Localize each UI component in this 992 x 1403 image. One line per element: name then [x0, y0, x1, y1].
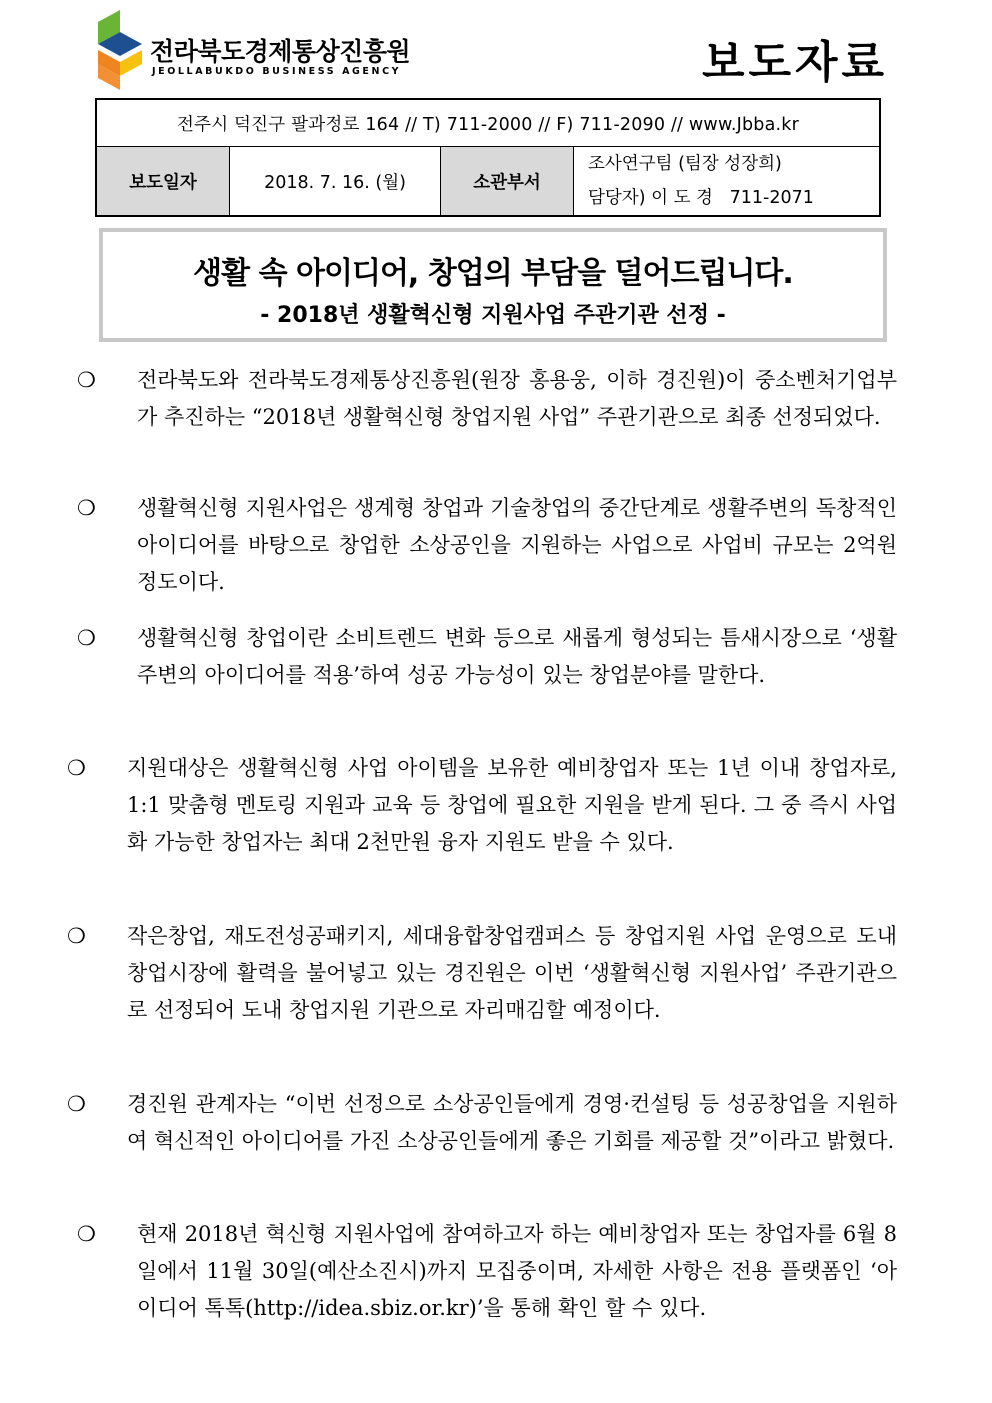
paragraph-text: 경진원 관계자는 “이번 선정으로 소상공인들에게 경영·컨설팅 등 성공창업을 지원하여 혁신적인 아이디어를 가진 소상공인들에게 좋은 기회를 제공할 것”이라고 밝혔다. [127, 1092, 897, 1153]
paragraph-4 [67, 750, 897, 861]
bullet-icon: ❍ [77, 496, 96, 520]
paragraph-text: 지원대상은 생활혁신형 사업 아이템을 보유한 예비창업자 또는 1년 이내 창업자로, 1:1 맞춤형 멘토링 지원과 교육 등 창업에 필요한 지원을 받게 된다. 그 중 즉시 사업화 가능한 창업자는 최대 2천만원 융자 지원도 받을 수 있다. [127, 756, 897, 854]
headline-box [99, 228, 887, 342]
paragraph-5 [67, 918, 897, 1029]
org-name-en: JEOLLABUKDO BUSINESS AGENCY [152, 66, 402, 77]
bullet-icon: ❍ [67, 1092, 86, 1116]
department-contact: 담당자) 이 도 경 711-2071 [588, 188, 814, 208]
paragraph-2 [77, 490, 897, 601]
bullet-icon: ❍ [77, 626, 96, 650]
press-info-table [95, 98, 881, 217]
bullet-icon: ❍ [77, 1222, 96, 1246]
paragraph-3 [77, 620, 897, 694]
paragraph-text: 생활혁신형 지원사업은 생계형 창업과 기술창업의 중간단계로 생활주변의 독창적인 아이디어를 바탕으로 창업한 소상공인을 지원하는 사업으로 사업비 규모는 2억원 정도이다. [137, 496, 897, 594]
paragraph-text: 생활혁신형 창업이란 소비트렌드 변화 등으로 새롭게 형성되는 틈새시장으로 ‘생활주변의 아이디어를 적용’하여 성공 가능성이 있는 창업분야를 말한다. [137, 626, 897, 687]
org-logo [96, 10, 411, 90]
org-name-ko: 전라북도경제통상진흥원 [150, 37, 411, 66]
release-date-value: 2018. 7. 16. (월) [230, 147, 441, 217]
document-type-title: 보도자료 [701, 37, 888, 88]
paragraph-7 [77, 1216, 897, 1327]
bullet-icon: ❍ [67, 924, 86, 948]
department-team: 조사연구팀 (팀장 성장희) [588, 154, 782, 174]
headline-subtitle: - 2018년 생활혁신형 지원사업 주관기관 선정 - [260, 303, 726, 328]
bullet-icon: ❍ [77, 368, 96, 392]
paragraph-text: 현재 2018년 혁신형 지원사업에 참여하고자 하는 예비창업자 또는 창업자를 6월 8일에서 11월 30일(예산소진시)까지 모집중이며, 자세한 사항은 전용 플랫폼인 ‘아이디어 톡톡(http://idea.sbiz.or.kr)’을 통해 확인 할 수 있다. [137, 1222, 897, 1320]
contact-info: 전주시 덕진구 팔과정로 164 // T) 711-2000 // F) 711-2090 // www.Jbba.kr [96, 99, 880, 147]
paragraph-text: 전라북도와 전라북도경제통상진흥원(원장 홍용웅, 이하 경진원)이 중소벤처기업부가 추진하는 “2018년 생활혁신형 창업지원 사업” 주관기관으로 최종 선정되었다. [137, 368, 897, 429]
org-emblem-icon [96, 10, 146, 90]
headline-title: 생활 속 아이디어, 창업의 부담을 덜어드립니다. [193, 256, 793, 291]
paragraph-1 [77, 362, 897, 436]
paragraph-6 [67, 1086, 897, 1160]
department-value [574, 147, 881, 217]
bullet-icon: ❍ [67, 756, 86, 780]
department-label: 소관부서 [441, 147, 574, 217]
paragraph-text: 작은창업, 재도전성공패키지, 세대융합창업캠퍼스 등 창업지원 사업 운영으로 도내 창업시장에 활력을 불어넣고 있는 경진원은 이번 ‘생활혁신형 지원사업’ 주관기관으로 선정되어 도내 창업지원 기관으로 자리매김할 예정이다. [127, 924, 897, 1022]
release-date-label: 보도일자 [96, 147, 230, 217]
